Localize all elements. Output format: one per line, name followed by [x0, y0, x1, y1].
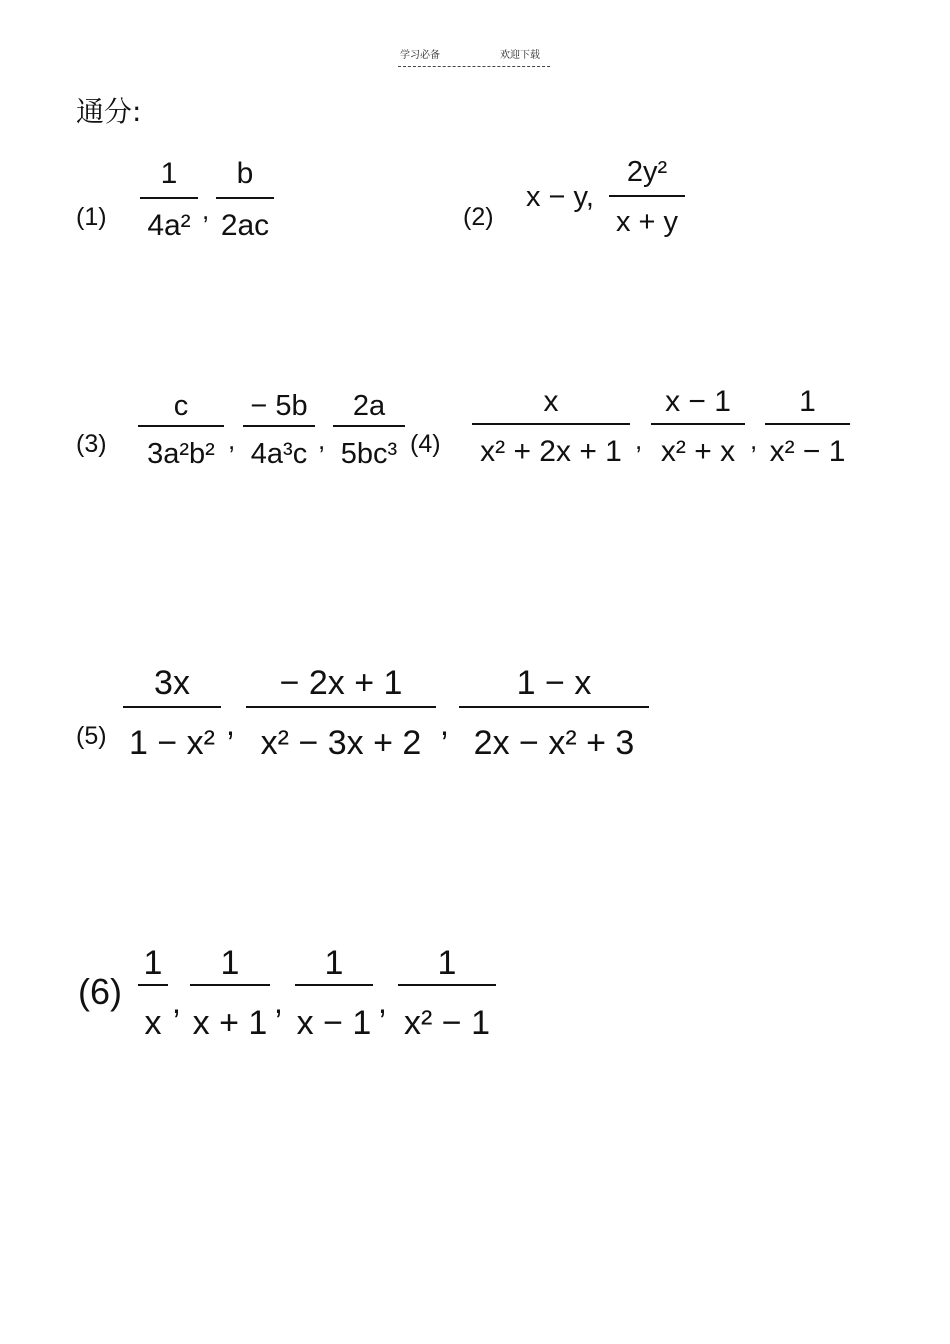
fraction-bar	[190, 984, 270, 986]
denominator: x² − 3x + 2	[260, 724, 422, 762]
denominator: x − 1	[296, 1004, 372, 1042]
fraction-bar	[246, 706, 436, 708]
numerator: 1 − x	[516, 664, 592, 702]
comma: ,	[378, 984, 387, 1020]
p6-fraction-1	[138, 940, 168, 1050]
comma: ,	[202, 195, 210, 225]
p4-fraction-1	[472, 383, 630, 475]
numerator: b	[236, 157, 254, 190]
denominator: x + y	[615, 206, 679, 238]
problem-6-label: (6)	[78, 971, 122, 1012]
denominator: x + 1	[192, 1004, 268, 1042]
fraction-bar	[138, 984, 168, 986]
problem-2-label: (2)	[463, 203, 494, 231]
fraction-bar	[123, 706, 221, 708]
fraction-bar	[138, 425, 224, 427]
denominator: 2ac	[220, 209, 270, 242]
denominator: 4a²	[147, 209, 191, 242]
denominator: 4a³c	[250, 438, 308, 470]
comma: ,	[172, 984, 181, 1020]
numerator: 1	[437, 944, 457, 982]
numerator: 1	[799, 385, 816, 418]
problem-1-label: (1)	[76, 203, 107, 231]
fraction-bar	[140, 197, 198, 199]
fraction-bar	[472, 423, 630, 425]
fraction-bar	[333, 425, 405, 427]
p2-expression: x − y,	[526, 181, 594, 213]
p6-fraction-2	[190, 940, 270, 1050]
numerator: − 5b	[250, 390, 308, 422]
denominator: x	[144, 1004, 162, 1042]
comma: ,	[274, 984, 283, 1020]
problem-4-label: (4)	[410, 430, 441, 458]
page-header	[398, 46, 550, 67]
comma: ,	[228, 425, 236, 455]
p4-fraction-3	[765, 383, 850, 475]
p2-fraction-1	[609, 152, 685, 244]
fraction-bar	[243, 425, 315, 427]
denominator: x² + x	[660, 435, 736, 468]
denominator: x² + 2x + 1	[480, 435, 622, 468]
numerator: − 2x + 1	[279, 664, 403, 702]
fraction-bar	[459, 706, 649, 708]
p3-fraction-2	[243, 386, 315, 478]
fraction-bar	[295, 984, 373, 986]
numerator: 1	[220, 944, 240, 982]
p6-fraction-4	[398, 940, 496, 1050]
comma: ,	[226, 706, 235, 742]
p3-fraction-3	[333, 386, 405, 478]
p4-fraction-2	[651, 383, 745, 475]
numerator: x − 1	[665, 385, 731, 418]
denominator: 3a²b²	[147, 438, 215, 470]
p1-fraction-2	[216, 155, 274, 247]
numerator: 1	[160, 157, 178, 190]
fraction-bar	[765, 423, 850, 425]
comma: ,	[635, 425, 643, 455]
numerator: 2y²	[626, 156, 668, 188]
problem-3-label: (3)	[76, 430, 107, 458]
comma: ,	[750, 425, 758, 455]
numerator: c	[173, 390, 189, 422]
numerator: 1	[324, 944, 344, 982]
fraction-bar	[216, 197, 274, 199]
denominator: x² − 1	[404, 1004, 490, 1042]
numerator: 1	[143, 944, 163, 982]
fraction-bar	[609, 195, 685, 197]
denominator: 5bc³	[340, 438, 398, 470]
p5-fraction-3	[459, 660, 649, 770]
p1-fraction-1	[140, 155, 198, 247]
denominator: 2x − x² + 3	[473, 724, 635, 762]
numerator: 3x	[154, 664, 190, 702]
page-title: 通分:	[76, 95, 142, 128]
p6-fraction-3	[295, 940, 373, 1050]
comma: ,	[318, 425, 326, 455]
p5-fraction-1	[123, 660, 221, 770]
denominator: 1 − x²	[129, 724, 215, 762]
p3-fraction-1	[138, 386, 224, 478]
header-right: 欢迎下载	[500, 50, 540, 61]
comma: ,	[440, 706, 449, 742]
denominator: x² − 1	[769, 435, 846, 468]
numerator: x	[543, 385, 559, 418]
numerator: 2a	[352, 390, 386, 422]
p5-fraction-2	[246, 660, 436, 770]
problem-5-label: (5)	[76, 722, 107, 750]
fraction-bar	[398, 984, 496, 986]
header-left: 学习必备	[400, 50, 440, 61]
fraction-bar	[651, 423, 745, 425]
